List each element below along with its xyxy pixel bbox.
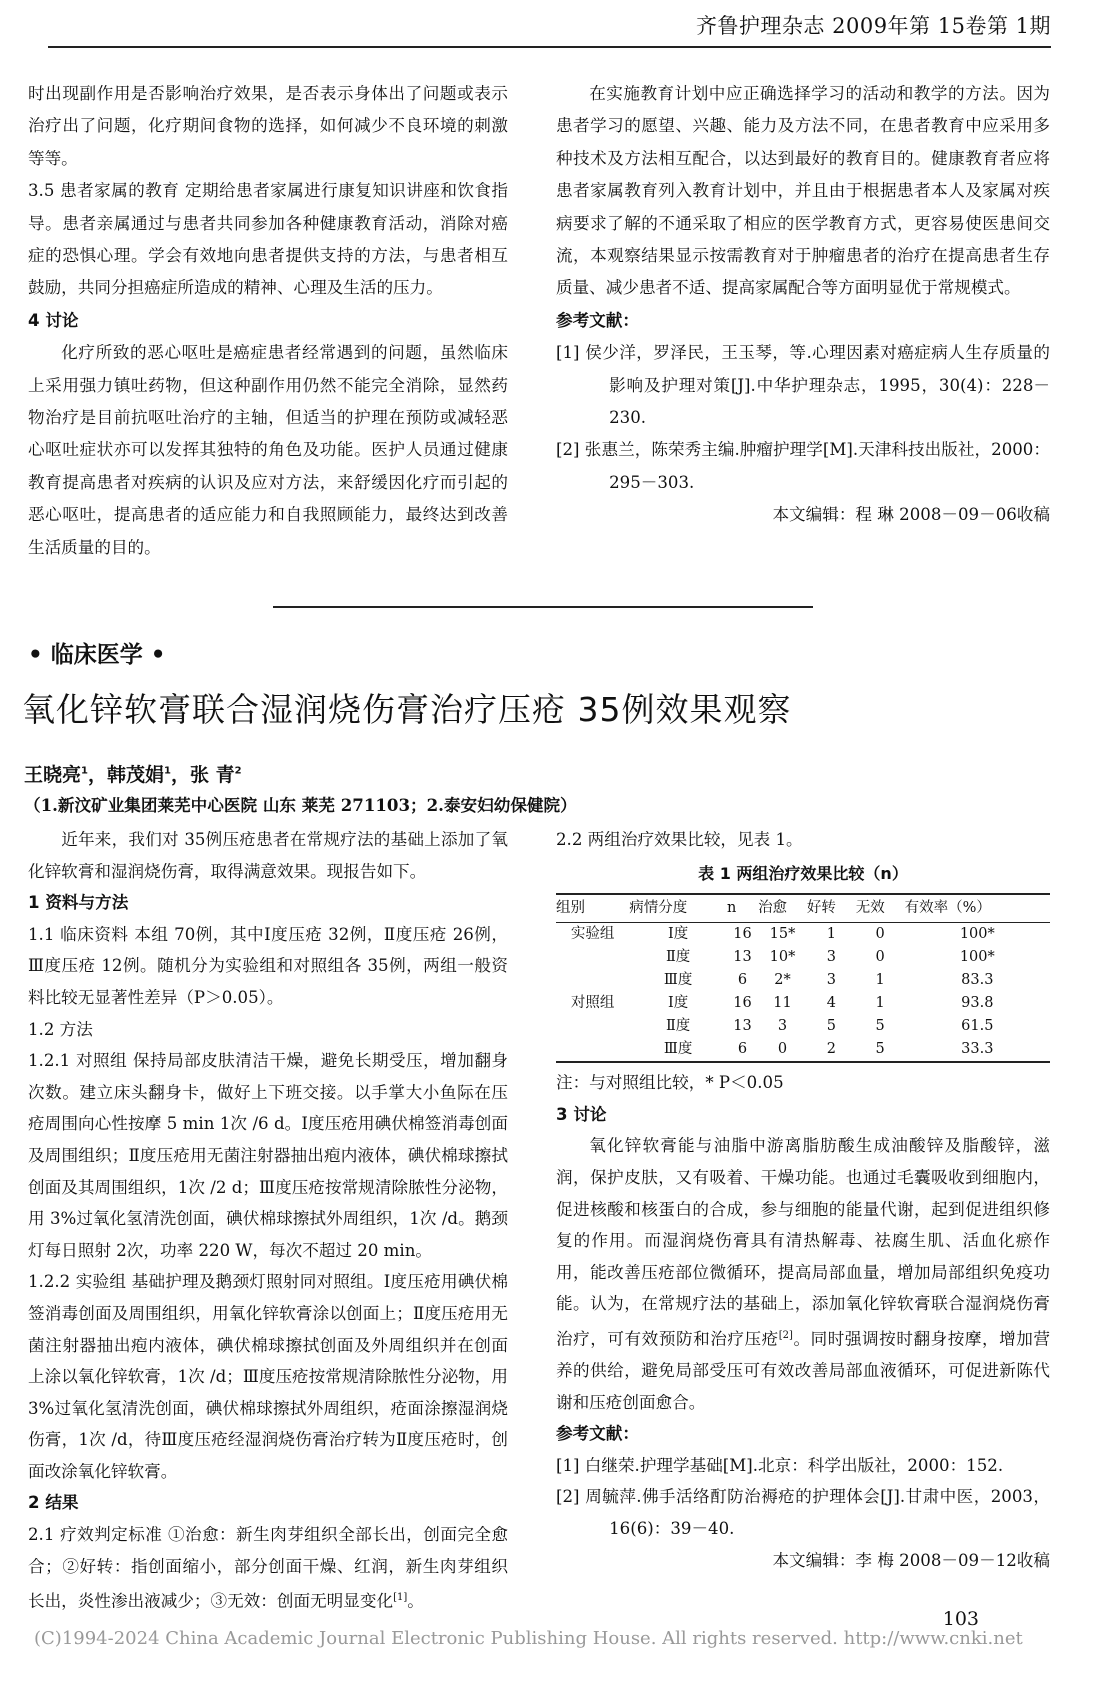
- table-cell: [556, 969, 629, 992]
- table-row: [556, 946, 1050, 969]
- table-cell: 11: [773, 995, 792, 1012]
- table-header-row: [556, 894, 1050, 923]
- table-cell: 6: [737, 972, 748, 989]
- author-name: 韩茂娟: [107, 764, 165, 786]
- section-1-1: 1.1 临床资料 本组 70例，其中Ⅰ度压疮 32例，Ⅱ度压疮 26例，Ⅲ度压疮 12例。随机分为实验组和对照组各 35例，两组一般资料比较无显著性差异（P＞0.05）。: [28, 924, 508, 1007]
- table-cell: 13: [733, 949, 752, 966]
- table-cell: 3: [826, 949, 836, 966]
- table-cell: 13: [733, 1018, 752, 1035]
- table-header-cell: 病情分度: [629, 894, 727, 923]
- table-cell: 83.3: [961, 972, 994, 989]
- table-header-cell: 组别: [556, 894, 629, 923]
- table-cell: 实验组: [570, 926, 615, 943]
- table-header-cell: 有效率（%）: [905, 894, 1050, 923]
- refs-heading: 参考文献：: [556, 1424, 639, 1444]
- prev-article-right-column: [556, 78, 1050, 532]
- author-affiliation: （1.新汶矿业集团莱芜中心医院 山东 莱芜 271103；2.泰安妇幼保健院）: [24, 795, 577, 815]
- table-row: [556, 923, 1050, 947]
- table-cell: [556, 1015, 629, 1038]
- table-title: 表 1 两组治疗效果比较（n）: [698, 863, 908, 883]
- table-note: 注：与对照组比较，* P＜0.05: [556, 1073, 784, 1093]
- table-cell: 15*: [769, 926, 796, 943]
- prev-discussion-heading: 4 讨论: [28, 310, 79, 330]
- section-1-2-heading: 1.2 方法: [28, 1019, 93, 1039]
- table-cell: 6: [727, 1038, 758, 1062]
- author-name: 张 青: [190, 764, 235, 786]
- table-cell: 5: [856, 1038, 905, 1062]
- prev-right-para: 在实施教育计划中应正确选择学习的活动和教学的方法。因为患者学习的愿望、兴趣、能力及方法不同，在患者教育中应采用多种技术及方法相互配合，以达到最好的教育目的。健康教育者应将患者家属教育列入教育计划中，并且由于根据患者本人及家属对疾病要求了解的不通采取了相应的医学教育方式，更容易使医患间交流，本观察结果显示按需教育对于肿瘤患者的治疗在提高患者生存质量、减少患者不适、提高家属配合等方面明显优于常规模式。: [556, 84, 1050, 298]
- citation-ref: [2]: [778, 1329, 793, 1341]
- citation-ref: [1]: [393, 1592, 408, 1604]
- table-cell: 1: [875, 995, 885, 1012]
- table-cell: 93.8: [961, 995, 994, 1012]
- section-1-2-2: 1.2.2 实验组 基础护理及鹅颈灯照射同对照组。Ⅰ度压疮用碘伏棉签消毒创面及周围组织，用氧化锌软膏涂以创面上；Ⅱ度压疮用无菌注射器抽出疱内液体，碘伏棉球擦拭创面及外周组织并在创面上涂以氧化锌软膏，1次 /d；Ⅲ度压疮按常规清除脓性分泌物，用 3%过氧化氢清洗创面，碘伏棉球擦拭外周组织，疮面涂擦湿润烧伤膏，1次 /d，待Ⅲ度压疮经湿润烧伤膏治疗转为Ⅱ度压疮时，创面改涂氧化锌软膏。: [28, 1272, 508, 1481]
- section-2-heading: 2 结果: [28, 1493, 79, 1513]
- table-header-cell: 无效: [856, 894, 905, 923]
- section-2-1-text: 2.1 疗效判定标准 ①治愈：新生肉芽组织全部长出，创面完全愈合；②好转：指创面缩小，部分创面干燥、红润，新生肉芽组织长出，炎性渗出液减少；③无效：创面无明显变化: [28, 1525, 508, 1611]
- section-2-1-end: 。: [407, 1591, 424, 1611]
- section-1-heading: 1 资料与方法: [28, 893, 129, 913]
- section-3-heading: 3 讨论: [556, 1104, 607, 1124]
- table-header-cell: 好转: [807, 894, 856, 923]
- table-row: [556, 992, 1050, 1015]
- table-cell: 16: [733, 995, 752, 1012]
- editor-line: 本文编辑：李 梅 2008－09－12收稿: [772, 1550, 1050, 1570]
- table-cell: 3: [826, 972, 836, 989]
- article-intro: 近年来，我们对 35例压疮患者在常规疗法的基础上添加了氧化锌软膏和湿润烧伤膏，取得满意效果。现报告如下。: [28, 830, 508, 881]
- prev-left-para-2: 3.5 患者家属的教育 定期给患者家属进行康复知识讲座和饮食指导。患者亲属通过与患者共同参加各种健康教育活动，消除对癌症的恐惧心理。学会有效地向患者提供支持的方法，与患者相互鼓励，共同分担癌症所造成的精神、心理及生活的压力。: [28, 181, 508, 298]
- table-cell: 0: [875, 926, 885, 943]
- author-affil-mark: 1: [81, 765, 88, 777]
- article-right-column: [556, 824, 1050, 1576]
- author-affil-mark: 1: [164, 765, 171, 777]
- table-cell: Ⅲ度: [663, 972, 693, 989]
- discussion-text: 氧化锌软膏能与油脂中游离脂肪酸生成油酸锌及脂酸锌，滋润，保护皮肤，又有吸着、干燥功能。也通过毛囊吸收到细胞内，促进核酸和核蛋白的合成，参与细胞的能量代谢，起到促进组织修复的作用。而湿润烧伤膏具有清热解毒、祛腐生肌、活血化瘀作用，能改善压疮部位微循环，提高局部血量，增加局部组织免疫功能。认为，在常规疗法的基础上，添加氧化锌软膏联合湿润烧伤膏治疗，可有效预防和治疗压疮: [556, 1136, 1050, 1349]
- table-cell: 4: [826, 995, 836, 1012]
- table-cell: Ⅰ度: [668, 926, 689, 943]
- page-number: 103: [942, 1608, 979, 1630]
- journal-issue: 齐鲁护理杂志 2009年第 15卷第 1期: [695, 14, 1051, 38]
- table-cell: Ⅲ度: [629, 1038, 727, 1062]
- table-row: [556, 969, 1050, 992]
- table-cell: 16: [733, 926, 752, 943]
- table-cell: [556, 1038, 629, 1062]
- section-1-2-1: 1.2.1 对照组 保持局部皮肤清洁干燥，避免长期受压，增加翻身次数。建立床头翻身卡，做好上下班交接。以手掌大小鱼际在压疮周围向心性按摩 5 min 1次 /6 d。Ⅰ度压疮用碘伏棉签消毒创面及周围组织；Ⅱ度压疮用无菌注射器抽出疱内液体，碘伏棉球擦拭创面及其周围组织，1次 /2 d；Ⅲ度压疮按常规清除脓性分泌物，用 3%过氧化氢清洗创面，碘伏棉球擦拭外周组织，1次 /d。鹅颈灯每日照射 2次，功率 220 W，每次不超过 20 min。: [28, 1051, 508, 1260]
- table-cell: Ⅱ度: [665, 949, 691, 966]
- results-table: [556, 893, 1050, 1063]
- copyright-notice: (C)1994-2024 China Academic Journal Electronic Publishing House. All rights reserved. http://www.cnki.net: [34, 1628, 1023, 1649]
- table-cell: 1: [826, 926, 836, 943]
- author-affil-mark: 2: [234, 765, 242, 777]
- table-cell: 100*: [959, 926, 995, 943]
- table-row: [556, 1015, 1050, 1038]
- prev-article-left-column: [28, 78, 508, 564]
- table-cell: 0: [875, 949, 885, 966]
- table-cell: 2*: [774, 972, 791, 989]
- prev-ref-1: [1] 侯少洋，罗泽民，王玉琴，等.心理因素对癌症病人生存质量的影响及护理对策[J].中华护理杂志，1995，30(4)：228－230.: [556, 343, 1050, 428]
- table-cell: 2: [807, 1038, 856, 1062]
- article-title: 氧化锌软膏联合湿润烧伤膏治疗压疮 35例效果观察: [22, 690, 792, 729]
- table-cell: 0: [758, 1038, 807, 1062]
- ref-2: [2] 周毓萍.佛手活络酊防治褥疮的护理体会[J].甘肃中医，2003，16(6)：39－40.: [556, 1487, 1050, 1539]
- table-cell: 5: [875, 1018, 885, 1035]
- table-cell: 100*: [959, 949, 995, 966]
- table-header-cell: n: [727, 894, 758, 923]
- author-name: 王晓亮: [24, 764, 82, 786]
- discussion-para: [556, 1130, 1050, 1418]
- table-cell: 61.5: [961, 1018, 994, 1035]
- prev-left-para-1: 时出现副作用是否影响治疗效果，是否表示身体出了问题或表示治疗出了问题，化疗期间食物的选择，如何减少不良环境的刺激等等。: [28, 84, 508, 168]
- table-cell: [556, 946, 629, 969]
- author-list: 王晓亮$^1$，韩茂娟$^1$，张 青$^2$: [24, 764, 242, 786]
- table-cell: 5: [826, 1018, 836, 1035]
- table-header-cell: 治愈: [758, 894, 807, 923]
- ref-1: [1] 白继荣.护理学基础[M].北京：科学出版社，2000：152.: [556, 1455, 1004, 1475]
- prev-ref-2: [2] 张惠兰，陈荣秀主编.肿瘤护理学[M].天津科技出版社，2000：295－303.: [556, 440, 1050, 492]
- prev-refs-heading: 参考文献：: [556, 310, 639, 330]
- journal-header: [48, 10, 1051, 48]
- prev-discussion-para: 化疗所致的恶心呕吐是癌症患者经常遇到的问题，虽然临床上采用强力镇吐药物，但这种副作用仍然不能完全消除，显然药物治疗是目前抗呕吐治疗的主轴，但适当的护理在预防或减轻恶心呕吐症状亦可以发挥其独特的角色及功能。医护人员通过健康教育提高患者对疾病的认识及应对方法，来舒缓因化疗而引起的恶心呕吐，提高患者的适应能力和自我照顾能力，最终达到改善生活质量的目的。: [28, 343, 508, 557]
- table-cell: 1: [875, 972, 885, 989]
- table-row: [556, 1038, 1050, 1062]
- column-tag: • 临床医学 •: [28, 642, 166, 668]
- table-cell: 对照组: [570, 995, 615, 1012]
- table-cell: Ⅱ度: [665, 1018, 691, 1035]
- table-cell: 10*: [769, 949, 796, 966]
- section-2-2: 2.2 两组治疗效果比较，见表 1。: [556, 830, 803, 849]
- section-2-1: [28, 1519, 508, 1617]
- prev-editor-line: 本文编辑：程 琳 2008－09－06收稿: [772, 505, 1050, 525]
- table-cell: Ⅰ度: [668, 995, 689, 1012]
- table-cell: 3: [777, 1018, 788, 1035]
- article-left-column: [28, 824, 508, 1617]
- table-cell: 33.3: [905, 1038, 1050, 1062]
- article-divider: [273, 606, 813, 608]
- discussion-text-end: 。同时强调按时翻身按摩，增加营养的供给，避免局部受压可有效改善局部血液循环，可促进新陈代谢和压疮创面愈合。: [556, 1329, 1051, 1412]
